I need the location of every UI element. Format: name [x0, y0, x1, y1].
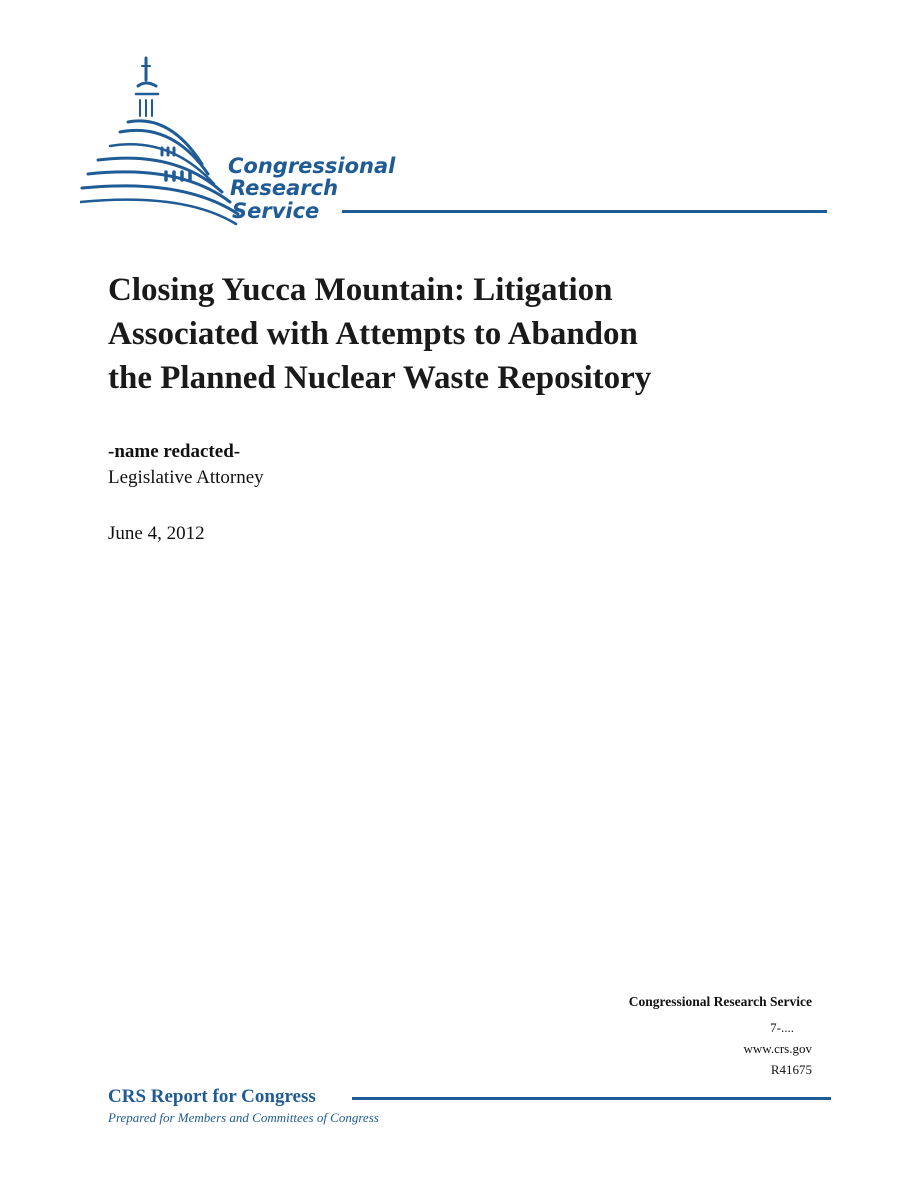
- logo-line-2: Research: [230, 176, 339, 200]
- footer-title: CRS Report for Congress: [108, 1086, 316, 1107]
- footer-subtitle: Prepared for Members and Committees of Congress: [108, 1110, 379, 1125]
- title-line-2: Associated with Attempts to Abandon: [108, 316, 638, 352]
- author-name: -name redacted-: [108, 441, 241, 462]
- report-date: June 4, 2012: [108, 523, 205, 544]
- capitol-dome-icon: [80, 52, 240, 227]
- report-meta: [629, 991, 812, 1080]
- footer-rule: [352, 1097, 831, 1100]
- crs-logo: [80, 52, 830, 227]
- title-line-1: Closing Yucca Mountain: Litigation: [108, 272, 613, 308]
- report-title: [108, 268, 748, 400]
- meta-url[interactable]: www.crs.gov: [743, 1041, 812, 1056]
- logo-line-1: Congressional: [228, 154, 396, 178]
- author-role: Legislative Attorney: [108, 467, 264, 488]
- title-line-3: the Planned Nuclear Waste Repository: [108, 360, 652, 396]
- logo-line-3: Service: [232, 199, 320, 223]
- meta-org: Congressional Research Service: [628, 994, 812, 1009]
- logo-rule: [342, 210, 827, 213]
- meta-code: 7-....: [770, 1020, 794, 1035]
- meta-report-number: R41675: [770, 1062, 812, 1077]
